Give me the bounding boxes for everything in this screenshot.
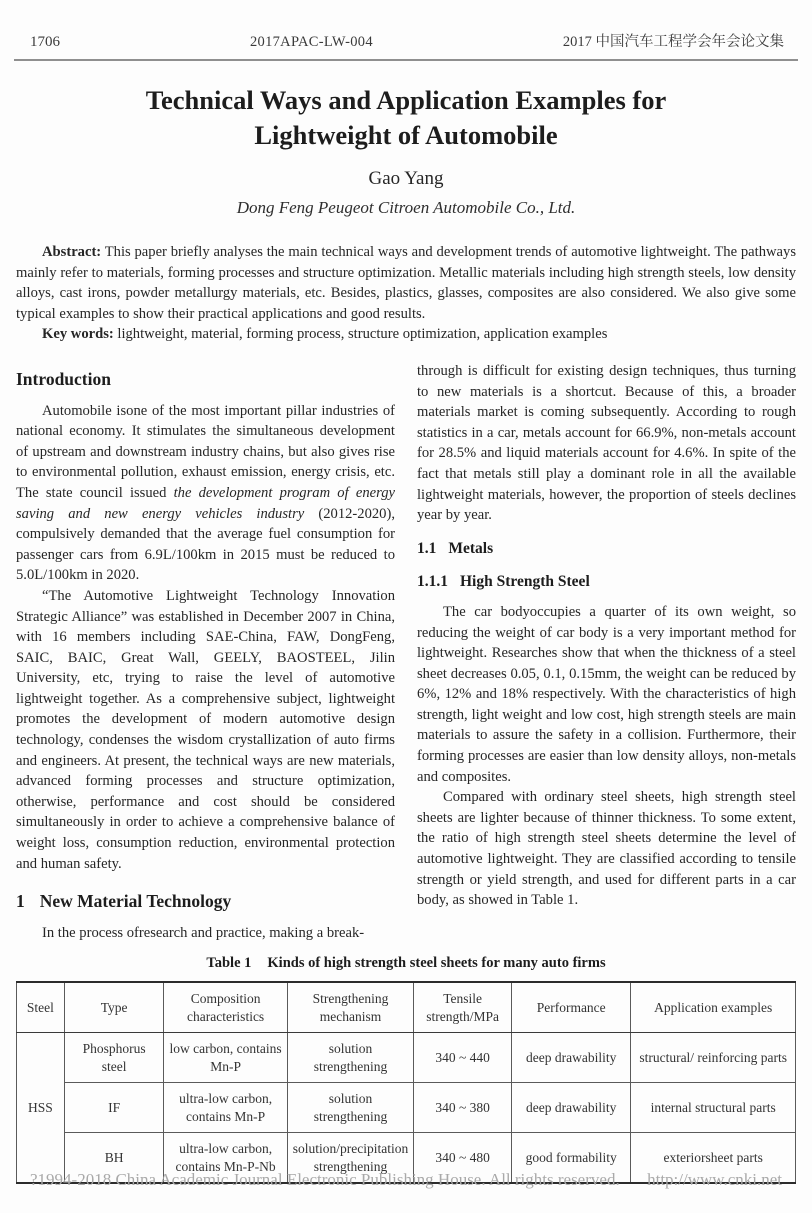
col-header-steel: Steel xyxy=(17,982,65,1033)
page-number: 1706 xyxy=(30,34,60,50)
section-1-1-number: 1.1 xyxy=(417,539,437,557)
keywords-label: Key words: xyxy=(42,326,114,343)
cell-performance: deep drawability xyxy=(512,1083,631,1133)
intro-p1-italic-title: the development program of energy saving and new energy vehicles industry xyxy=(16,484,395,522)
cell-mechanism: solution strengthening xyxy=(287,1033,413,1083)
cell-type: IF xyxy=(64,1083,164,1133)
table-header-row xyxy=(17,982,796,1033)
paper-title-line2: Lightweight of Automobile xyxy=(254,120,558,150)
copyright-footer xyxy=(30,1170,782,1190)
introduction-paragraph-1 xyxy=(16,401,395,586)
abstract-block xyxy=(16,242,796,345)
cell-performance: good formability xyxy=(512,1133,631,1184)
section-1-paragraph-continued: through is difficult for existing design techniques, thus turning to new materials is a shortcut. Because of this, a broader materials market is coming subsequently. According to rough statistics in a car, metals account for 66.9%, non-metals account for 28.5% and liquid materials account for 4.6%. In spite of the fact that metals still play a dominant role in all the available lightweight materials, however, the proportion of steels declines year by year. xyxy=(417,362,796,524)
abstract-label: Abstract: xyxy=(42,244,102,260)
author-affiliation: Dong Feng Peugeot Citroen Automobile Co., Ltd. xyxy=(236,198,576,217)
header-rule xyxy=(14,59,798,61)
table-1 xyxy=(16,981,796,1184)
section-1-heading xyxy=(16,891,395,912)
section-1-1-1-title: High Strength Steel xyxy=(460,573,590,591)
table-1-caption-label: Table 1 xyxy=(206,955,252,972)
cell-application: exteriorsheet parts xyxy=(631,1133,796,1184)
table-row xyxy=(17,1033,796,1083)
cell-composition: ultra-low carbon, contains Mn-P-Nb xyxy=(164,1133,287,1184)
col-header-type: Type xyxy=(64,982,164,1033)
abstract-paragraph xyxy=(16,242,796,324)
cell-performance: deep drawability xyxy=(512,1033,631,1083)
copyright-text: ?1994-2018 China Academic Journal Electronic Publishing House. All rights reserved. xyxy=(30,1170,620,1189)
abstract-text: This paper briefly analyses the main technical ways and development trends of automotive lightweight. The pathways mainly refer to materials, forming processes and structure optimization. Metallic materials including high strength steels, low density alloys, cast irons, powder metallurgy materials, etc. Besides, plastics, glasses, composites are also considered. We also give some typical examples to show their practical applications and good results. xyxy=(16,244,796,322)
cell-composition: low carbon, contains Mn-P xyxy=(164,1033,287,1083)
section-1-title: New Material Technology xyxy=(39,891,232,912)
col-header-performance: Performance xyxy=(512,982,631,1033)
keywords-paragraph xyxy=(16,324,796,345)
cell-tensile: 340 ~ 440 xyxy=(414,1033,512,1083)
table-1-caption-text: Kinds of high strength steel sheets for many auto firms xyxy=(267,955,606,972)
author-name: Gao Yang xyxy=(368,168,444,189)
cnki-url: http://www.cnki.net xyxy=(647,1170,782,1189)
paper-title-line1: Technical Ways and Application Examples for xyxy=(145,85,667,115)
cell-type: BH xyxy=(64,1133,164,1184)
intro-p1-text-end: (2012-2020), compulsively demanded that the average fuel consumption for passenger cars from 6.9L/100km in 2015 must be reduced to 5.0L/100km in 2020. xyxy=(16,505,395,584)
cell-tensile: 340 ~ 480 xyxy=(414,1133,512,1184)
col-header-mechanism: Strengthening mechanism xyxy=(287,982,413,1033)
keywords-text: lightweight, material, forming process, structure optimization, application examples xyxy=(113,326,608,343)
section-1-number: 1 xyxy=(16,891,25,912)
hss-paragraph-2: Compared with ordinary steel sheets, high strength steel sheets are lighter because of thinner thickness. To some extent, the ratio of high strength steel sheets determine the level of automotive lightweight. They are classified according to tensile strength or yield strength, and used for different parts in a car body, as showed in Table 1. xyxy=(417,789,796,909)
section-1-paragraph-left: In the process ofresearch and practice, making a break- xyxy=(42,924,365,941)
paper-id: 2017APAC-LW-004 xyxy=(249,34,373,50)
cell-application: internal structural parts xyxy=(631,1083,796,1133)
table-row xyxy=(17,1083,796,1133)
two-column-body xyxy=(16,361,796,943)
cell-mechanism: solution strengthening xyxy=(287,1083,413,1133)
col-header-tensile: Tensile strength/MPa xyxy=(414,982,512,1033)
running-head xyxy=(0,0,812,51)
section-1-1-1-number: 1.1.1 xyxy=(417,573,448,591)
cell-mechanism: solution/precipitation strengthening xyxy=(287,1133,413,1184)
left-column xyxy=(16,361,395,943)
paper-title xyxy=(40,83,772,153)
cell-composition: ultra-low carbon, contains Mn-P xyxy=(164,1083,287,1133)
proceedings-title: 2017 中国汽车工程学会年会论文集 xyxy=(562,34,784,50)
intro-p1-text: Automobile isone of the most important pillar industries of national economy. It stimulates the simultaneous development of upstream and downstream industry chains, but also gives rise to environmental pollution, exhaust emission, energy crisis, etc. The state council issued xyxy=(16,402,395,501)
steel-group-cell: HSS xyxy=(17,1033,65,1184)
section-1-1-title: Metals xyxy=(448,539,494,557)
table-1-caption xyxy=(16,955,796,972)
cell-application: structural/ reinforcing parts xyxy=(631,1033,796,1083)
col-header-application: Application examples xyxy=(631,982,796,1033)
hss-paragraph-1: The car bodyoccupies a quarter of its own weight, so reducing the weight of car body is a very important method for lightweight. Researches show that when the thickness of a steel sheet decreases 0.05, 0.1, 0.15mm, the weight can be reduced by 6%, 12% and 18% respectively. With the characteristics of high strength, light weight and low cost, high strength steels are main materials to assure the safety in a collision. Furthermore, their forming processes are easier than low density alloys, non-metals and composites. xyxy=(417,603,796,785)
cell-tensile: 340 ~ 380 xyxy=(414,1083,512,1133)
cell-type: Phosphorus steel xyxy=(64,1033,164,1083)
right-column xyxy=(417,361,796,943)
section-1-1-heading xyxy=(417,539,796,560)
introduction-paragraph-2: “The Automotive Lightweight Technology Innovation Strategic Alliance” was established in December 2007 in China, with 16 members including SAE-China, FAW, DongFeng, SAIC, BAIC, Great Wall, GEELY, BAOSTEEL, Jilin University, etc, trying to raise the level of automotive lightweight together. As a comprehensive subject, lightweight promotes the development of modern automotive design technology, condenses the wisdom crystallization of auto firms and engineers. At present, the technical ways are new materials, advanced forming processes and structure optimization, otherwise, performance and cost should be considered simultaneously in order to achieve a comprehensive balance of weight loss, consumption reduction, environmental protection and human safety. xyxy=(16,587,395,872)
table-1-block xyxy=(16,955,796,1184)
col-header-composition: Composition characteristics xyxy=(164,982,287,1033)
section-1-1-1-heading xyxy=(417,572,796,593)
section-introduction-heading: Introduction xyxy=(16,368,111,389)
